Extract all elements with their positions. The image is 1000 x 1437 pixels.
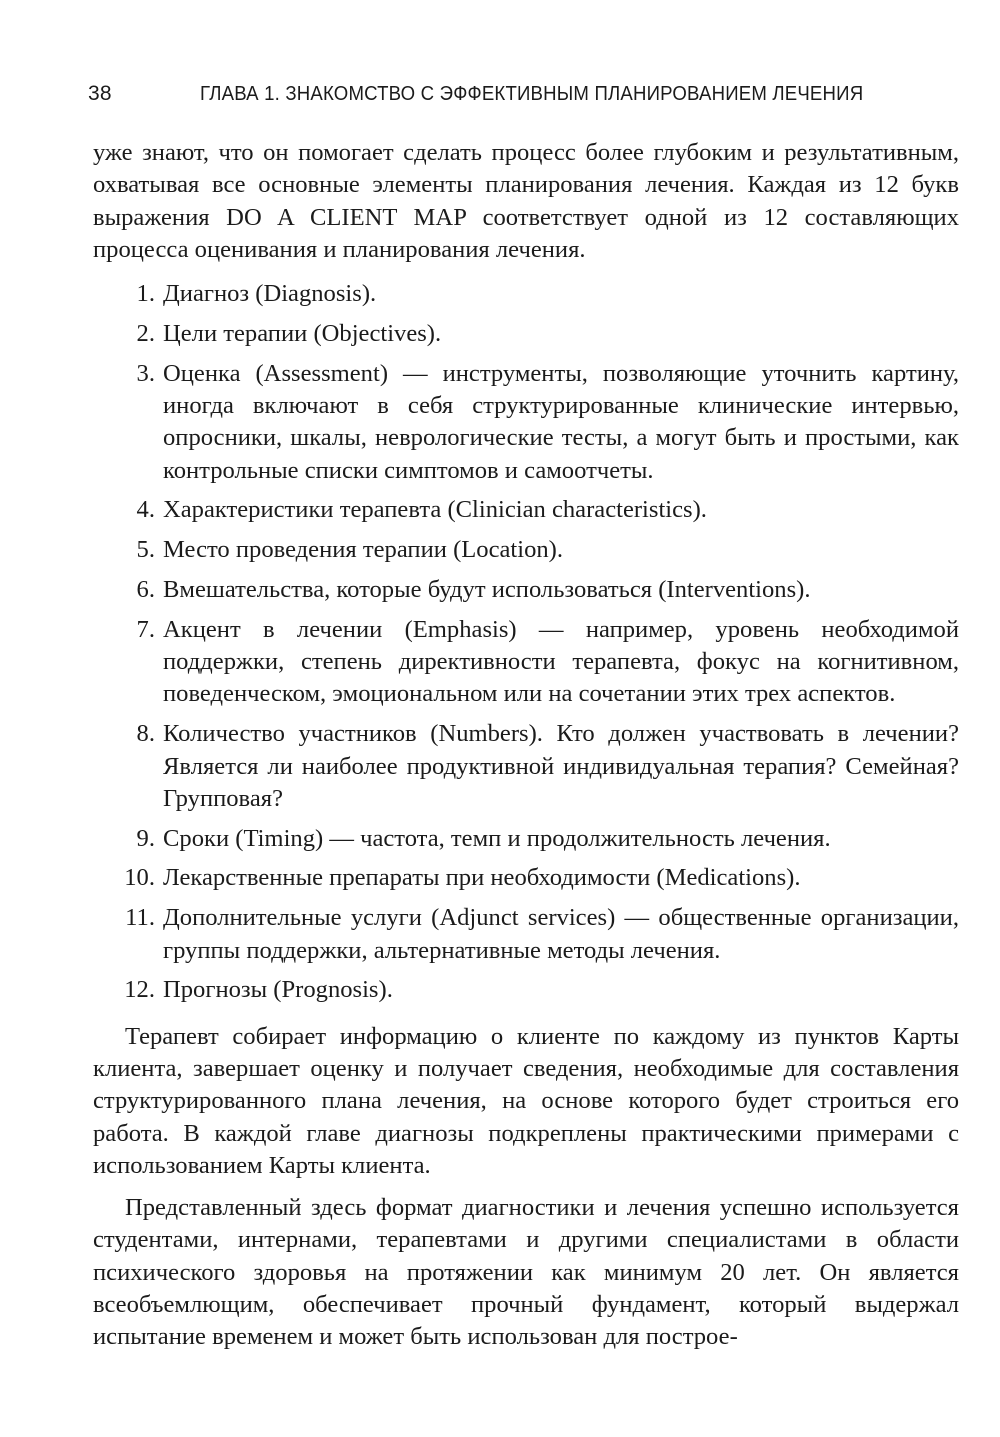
list-item-number: 3.	[136, 359, 155, 387]
list-item-text: Оценка (Assessment) — инструменты, позволяющие уточнить картину, иногда включают в себя структурированные клинические интервью, опросники, шкалы, неврологические тесты, а могут быть и простыми, как контрольные списки симптомов и самоотчеты.	[163, 359, 959, 484]
paragraph-spacer	[93, 1182, 959, 1192]
list-item	[93, 278, 959, 310]
list-item	[93, 534, 959, 566]
list-item-text: Место проведения терапии (Location).	[163, 536, 564, 564]
list-item-number: 11.	[125, 904, 155, 932]
list-item-number: 9.	[136, 824, 155, 852]
page-number: 38	[88, 82, 112, 105]
paragraph-client-map-info: Терапевт собирает информацию о клиенте по каждому из пунктов Карты клиента, завершает оценку и получает сведения, необходимые для составления структурированного плана лечения, на основе которого будет строиться его работа. В каждой главе диагнозы подкреплены практическими примерами с использованием Карты клиента.	[93, 1022, 959, 1179]
list-item-number: 10.	[124, 864, 155, 892]
list-item-text: Количество участников (Numbers). Кто должен участвовать в лечении? Является ли наиболее продуктивной индивидуальная терапия? Семейная? Групповая?	[163, 720, 959, 812]
list-item	[93, 974, 959, 1006]
list-item-number: 7.	[136, 615, 155, 643]
list-item-text: Характеристики терапевта (Clinician characteristics).	[163, 496, 707, 524]
paragraph-format-usage: Представленный здесь формат диагностики и лечения успешно используется студентами, интернами, терапевтами и другими специалистами в области психического здоровья на протяжении как минимум 20 лет. Он является всеобъемлющим, обеспечивает прочный фундамент, который выдержал испытание временем и может быть использован для построе-	[93, 1194, 959, 1351]
list-item-number: 1.	[136, 280, 155, 308]
list-item-number: 12.	[124, 976, 155, 1004]
list-item	[93, 718, 959, 815]
list-item-text: Диагноз (Diagnosis).	[163, 280, 377, 308]
list-item-number: 4.	[136, 496, 155, 524]
client-map-list	[93, 278, 959, 1006]
list-item-text: Акцент в лечении (Emphasis) — например, уровень необходимой поддержки, степень директивности терапевта, фокус на когнитивном, поведенческом, эмоциональном или на сочетании этих трех аспектов.	[163, 615, 959, 708]
list-item	[93, 862, 959, 894]
list-item	[93, 902, 959, 967]
body-text	[93, 137, 959, 1354]
list-item-text: Лекарственные препараты при необходимости (Medications).	[163, 864, 801, 892]
list-item-text: Сроки (Timing) — частота, темп и продолжительность лечения.	[163, 824, 831, 852]
intro-paragraph: уже знают, что он помогает сделать процесс более глубоким и результативным, охватывая все основные элементы планирования лечения. Каждая из 12 букв выражения DO A CLIENT MAP соответствует одной из 12 составляющих процесса оценивания и планирования лечения.	[93, 139, 959, 263]
list-item-number: 8.	[136, 720, 155, 748]
list-item-number: 5.	[136, 536, 155, 564]
list-item-number: 2.	[136, 319, 155, 347]
list-item-number: 6.	[136, 576, 155, 604]
list-item-text: Цели терапии (Objectives).	[163, 319, 442, 347]
running-head	[88, 82, 928, 114]
list-item-text: Дополнительные услуги (Adjunct services) — общественные организации, группы поддержки, альтернативные методы лечения.	[163, 904, 959, 964]
list-item	[93, 574, 959, 606]
list-item-text: Вмешательства, которые будут использоваться (Interventions).	[163, 576, 811, 604]
list-item	[93, 318, 959, 350]
list-item	[93, 358, 959, 487]
list-item	[93, 614, 959, 711]
list-item-text: Прогнозы (Prognosis).	[163, 976, 393, 1004]
chapter-title: ГЛАВА 1. ЗНАКОМСТВО С ЭФФЕКТИВНЫМ ПЛАНИРОВАНИЕМ ЛЕЧЕНИЯ	[200, 83, 864, 105]
list-item	[93, 823, 959, 855]
list-item	[93, 494, 959, 526]
